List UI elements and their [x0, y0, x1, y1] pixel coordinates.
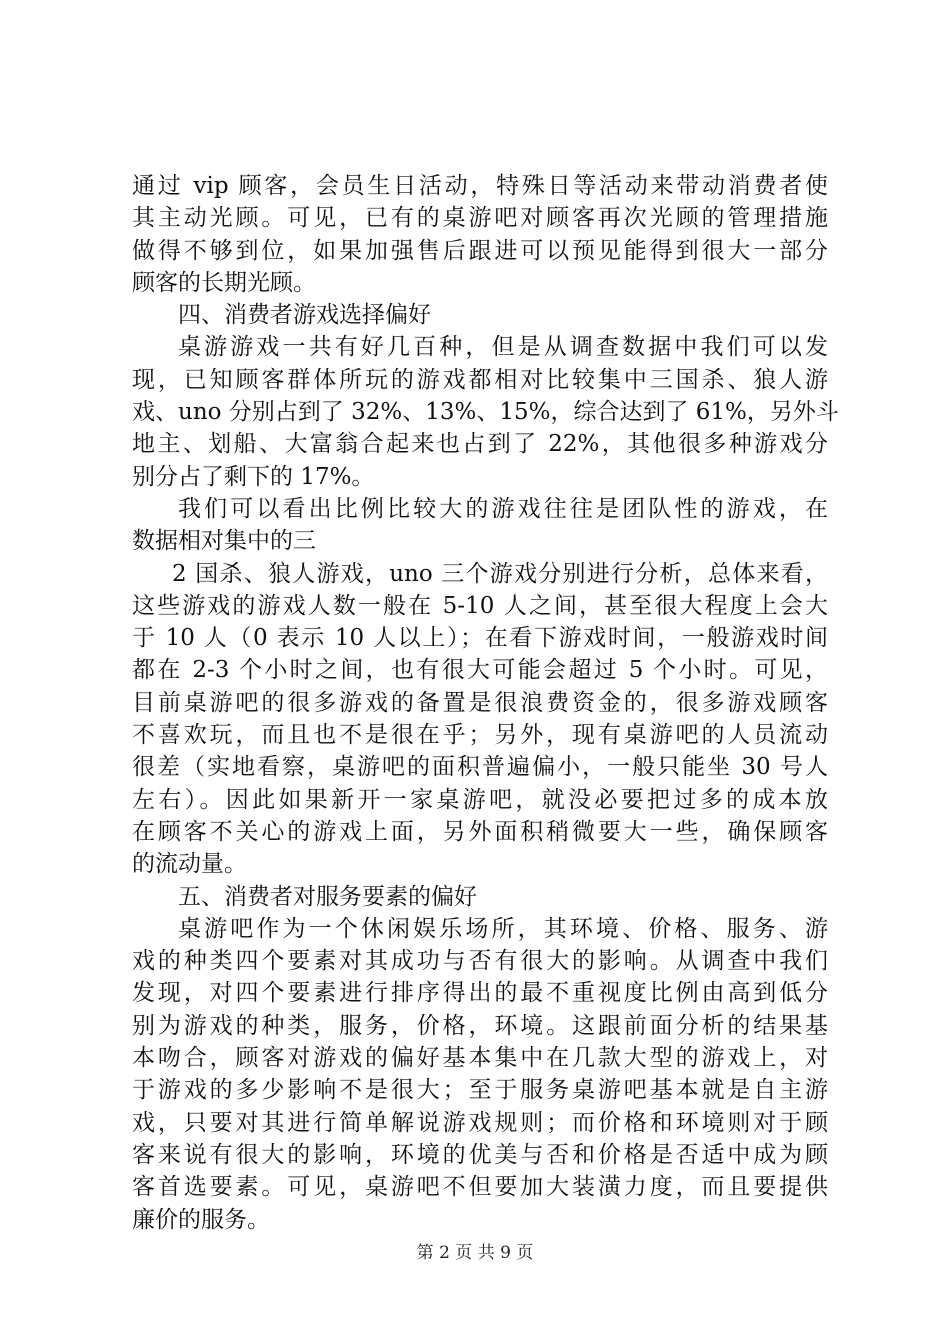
text-line: 别分占了剩下的 17%。 — [132, 463, 375, 490]
text-line: 于游戏的多少影响不是很大；至于服务桌游吧基本就是自主游 — [132, 1077, 828, 1104]
text-line: 本吻合，顾客对游戏的偏好基本集中在几款大型的游戏上，对 — [132, 1045, 828, 1072]
page-number: 第 2 页 共 9 页 — [416, 1243, 534, 1263]
text-line: 发现，对四个要素进行排序得出的最不重视度比例由高到低分 — [132, 980, 828, 1007]
text-line: 客首选要素。可见，桌游吧不但要加大装潢力度，而且要提供 — [132, 1174, 828, 1201]
text-line: 都在 2-3 个小时之间，也有很大可能会超过 5 个小时。可见， — [132, 657, 828, 684]
text-line: 戏，只要对其进行简单解说游戏规则；而价格和环境则对于顾 — [132, 1109, 828, 1136]
section-heading — [132, 881, 828, 913]
heading-text: 五、消费者对服务要素的偏好 — [178, 883, 477, 910]
document-body — [132, 170, 839, 1236]
paragraph — [132, 558, 828, 881]
text-line: 做得不够到位，如果加强售后跟进可以预见能得到很大一部分 — [132, 237, 828, 264]
text-line: 2 国杀、狼人游戏，uno 三个游戏分别进行分析，总体来看， — [172, 560, 828, 587]
text-line: 现，已知顾客群体所玩的游戏都相对比较集中三国杀、狼人游 — [132, 366, 828, 393]
text-line: 戏的种类四个要素对其成功与否有很大的影响。从调查中我们 — [132, 948, 828, 975]
text-line: 桌游吧作为一个休闲娱乐场所，其环境、价格、服务、游 — [178, 915, 828, 942]
paragraph — [132, 493, 828, 558]
text-line: 顾客的长期光顾。 — [132, 269, 316, 296]
text-line: 于 10 人（0 表示 10 人以上）；在看下游戏时间，一般游戏时间 — [132, 625, 828, 652]
text-line: 通过 vip 顾客，会员生日活动，特殊日等活动来带动消费者使 — [132, 173, 828, 199]
text-line: 数据相对集中的三 — [132, 528, 316, 555]
text-line: 这些游戏的游戏人数一般在 5-10 人之间，甚至很大程度上会大 — [132, 592, 828, 619]
section-heading — [132, 299, 828, 331]
text-line: 在顾客不关心的游戏上面，另外面积稍微要大一些，确保顾客 — [132, 818, 828, 845]
paragraph — [132, 170, 828, 299]
text-line: 左右）。因此如果新开一家桌游吧，就没必要把过多的成本放 — [132, 786, 828, 813]
text-line: 廉价的服务。 — [132, 1206, 270, 1233]
text-line: 我们可以看出比例比较大的游戏往往是团队性的游戏，在 — [178, 495, 828, 522]
heading-text: 四、消费者游戏选择偏好 — [178, 302, 431, 329]
text-line: 很差（实地看察，桌游吧的面积普遍偏小，一般只能坐 30 号人 — [132, 754, 828, 781]
paragraph — [132, 913, 828, 1236]
text-line: 别为游戏的种类，服务，价格，环境。这跟前面分析的结果基 — [132, 1012, 828, 1039]
paragraph — [132, 331, 839, 492]
text-line: 其主动光顾。可见，已有的桌游吧对顾客再次光顾的管理措施 — [132, 205, 828, 232]
text-line: 桌游游戏一共有好几百种，但是从调查数据中我们可以发 — [178, 334, 828, 361]
text-line: 目前桌游吧的很多游戏的备置是很浪费资金的，很多游戏顾客 — [132, 689, 828, 716]
text-line: 的流动量。 — [132, 851, 247, 878]
text-line: 戏、uno 分别占到了 32%、13%、15%，综合达到了 61%，另外斗 — [132, 399, 839, 426]
page-footer — [0, 1242, 950, 1264]
text-line: 不喜欢玩，而且也不是很在乎；另外，现有桌游吧的人员流动 — [132, 722, 828, 749]
text-line: 地主、划船、大富翁合起来也占到了 22%，其他很多种游戏分 — [132, 431, 828, 458]
text-line: 客来说有很大的影响，环境的优美与否和价格是否适中成为顾 — [132, 1141, 828, 1168]
